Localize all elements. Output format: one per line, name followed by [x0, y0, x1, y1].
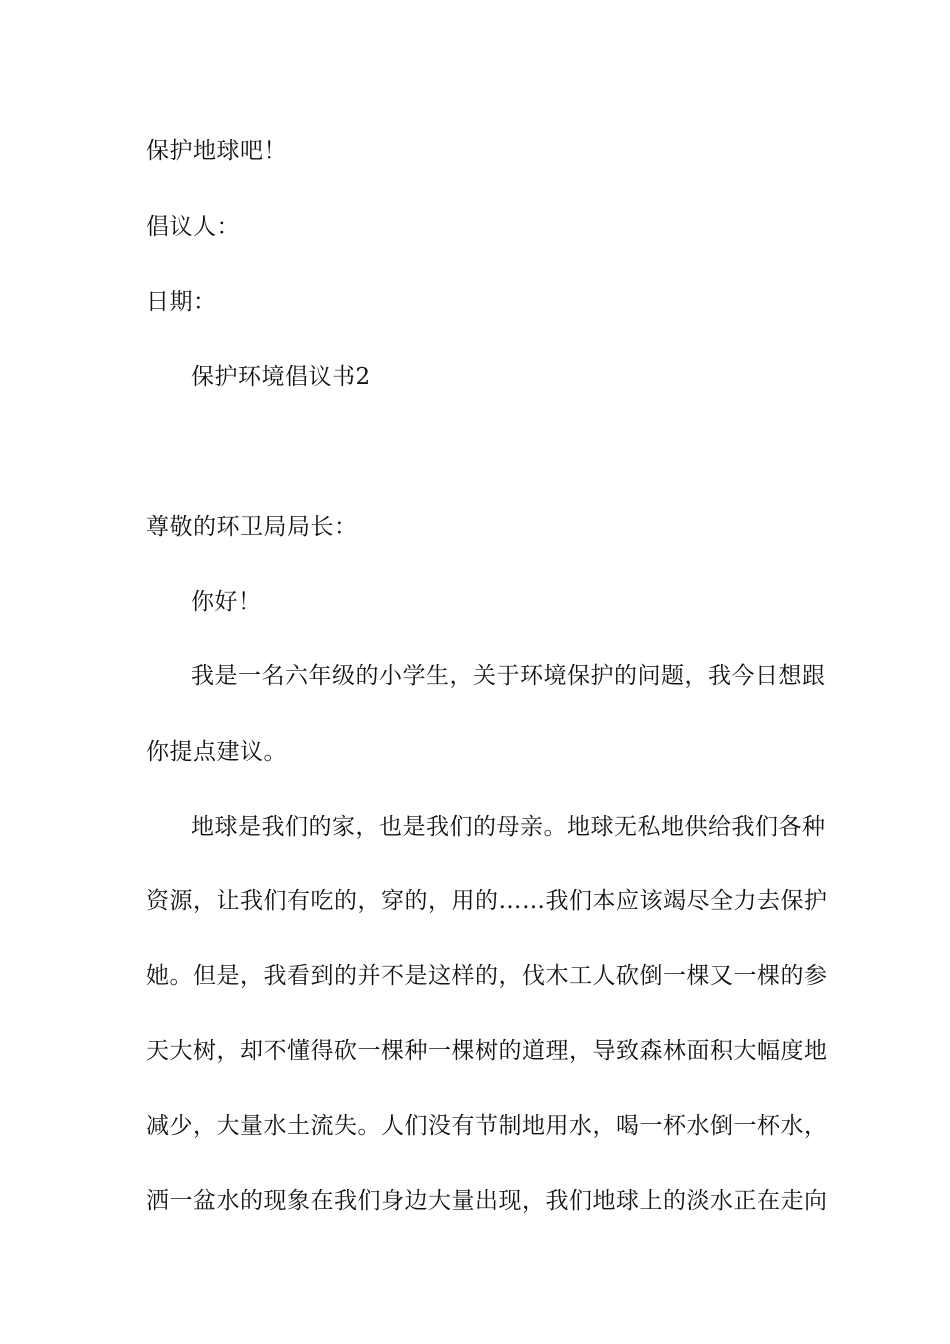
- date-label: 日期：: [146, 289, 217, 315]
- paragraph-line: 资源，让我们有吃的，穿的，用的……我们本应该竭尽全力去保护: [146, 888, 828, 914]
- closing-line: 保护地球吧！: [146, 138, 287, 164]
- section-title: 保护环境倡议书2: [191, 364, 371, 390]
- paragraph-line: 地球是我们的家，也是我们的母亲。地球无私地供给我们各种: [191, 814, 826, 840]
- paragraph-line: 天大树，却不懂得砍一棵种一棵树的道理，导致森林面积大幅度地: [146, 1038, 828, 1064]
- paragraph-line: 减少，大量水土流失。人们没有节制地用水，喝一杯水倒一杯水，: [146, 1113, 828, 1139]
- greeting: 你好！: [191, 589, 262, 615]
- paragraph-line: 我是一名六年级的小学生，关于环境保护的问题，我今日想跟: [191, 663, 826, 689]
- paragraph-line: 你提点建议。: [146, 739, 287, 765]
- proposer-label: 倡议人：: [146, 214, 240, 240]
- paragraph-line: 洒一盆水的现象在我们身边大量出现，我们地球上的淡水正在走向: [146, 1188, 828, 1214]
- paragraph-line: 她。但是，我看到的并不是这样的，伐木工人砍倒一棵又一棵的参: [146, 963, 828, 989]
- salutation: 尊敬的环卫局局长：: [146, 514, 358, 540]
